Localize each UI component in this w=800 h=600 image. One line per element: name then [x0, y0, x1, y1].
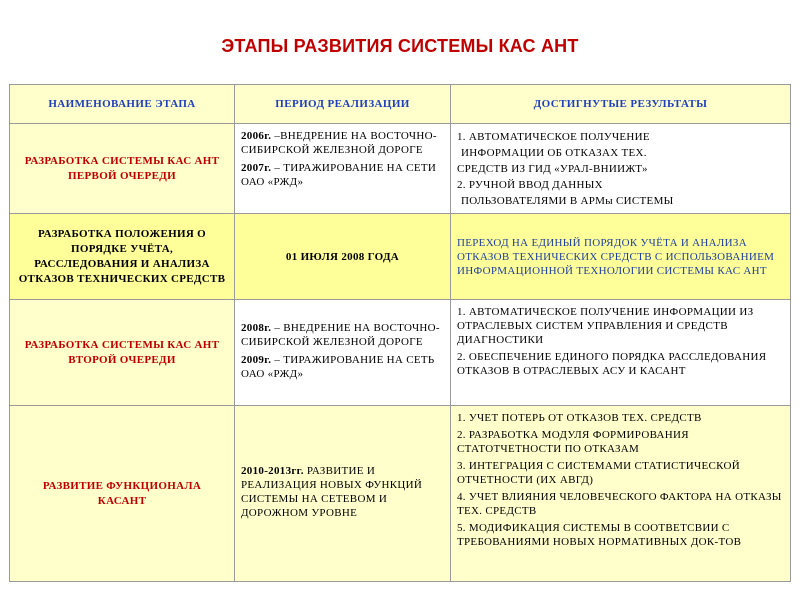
table-row: [10, 214, 791, 300]
header-period: ПЕРИОД РЕАЛИЗАЦИИ: [235, 85, 451, 124]
stage-name: РАЗРАБОТКА СИСТЕМЫ КАС АНТ ВТОРОЙ ОЧЕРЕДИ: [10, 300, 235, 406]
result-line: СРЕДСТВ ИЗ ГИД «УРАЛ-ВНИИЖТ»: [457, 163, 648, 175]
table-row: [10, 124, 791, 214]
period-text: – ТИРАЖИРОВАНИЕ НА СЕТИ ОАО «РЖД»: [241, 162, 437, 188]
period-year: 2009г.: [241, 354, 272, 366]
result-line: 2. ОБЕСПЕЧЕНИЕ ЕДИНОГО ПОРЯДКА РАССЛЕДОВАНИЯ ОТКАЗОВ В ОТРАСЛЕВЫХ АСУ И КАСАНТ: [457, 351, 767, 377]
period-text: –ВНЕДРЕНИЕ НА ВОСТОЧНО-СИБИРСКОЙ ЖЕЛЕЗНОЙ ДОРОГЕ: [241, 130, 437, 156]
stages-table: [9, 84, 791, 582]
period-text: РАЗВИТИЕ И РЕАЛИЗАЦИЯ НОВЫХ ФУНКЦИЙ СИСТЕМЫ НА СЕТЕВОМ И ДОРОЖНОМ УРОВНЕ: [241, 465, 423, 519]
result-line: ПОЛЬЗОВАТЕЛЯМИ В АРМы СИСТЕМЫ: [461, 195, 674, 207]
stage-period: [235, 300, 451, 406]
table-row: [10, 406, 791, 582]
period-entry: [241, 161, 444, 189]
table-header-row: [10, 85, 791, 124]
stage-period: [235, 406, 451, 582]
result-line: 4. УЧЕТ ВЛИЯНИЯ ЧЕЛОВЕЧЕСКОГО ФАКТОРА НА ОТКАЗЫ ТЕХ. СРЕДСТВ: [457, 491, 782, 517]
period-year: 2006г.: [241, 130, 272, 142]
period-entry: [241, 464, 444, 520]
period-entry: [241, 321, 444, 349]
stage-period: 01 ИЮЛЯ 2008 ГОДА: [235, 214, 451, 300]
stage-name: РАЗРАБОТКА ПОЛОЖЕНИЯ О ПОРЯДКЕ УЧЁТА, РАССЛЕДОВАНИЯ И АНАЛИЗА ОТКАЗОВ ТЕХНИЧЕСКИХ СРЕДСТВ: [10, 214, 235, 300]
period-entry: [241, 129, 444, 157]
period-entry: [241, 353, 444, 381]
stage-name: РАЗВИТИЕ ФУНКЦИОНАЛА КАСАНТ: [10, 406, 235, 582]
period-year: 2010-2013гг.: [241, 465, 304, 477]
period-year: 2007г.: [241, 162, 272, 174]
period-text: – ВНЕДРЕНИЕ НА ВОСТОЧНО-СИБИРСКОЙ ЖЕЛЕЗНОЙ ДОРОГЕ: [241, 322, 440, 348]
table-row: [10, 300, 791, 406]
result-line: 2. РАЗРАБОТКА МОДУЛЯ ФОРМИРОВАНИЯ СТАТОТЧЕТНОСТИ ПО ОТКАЗАМ: [457, 429, 689, 455]
stage-results: [451, 406, 791, 582]
result-line: 1. УЧЕТ ПОТЕРЬ ОТ ОТКАЗОВ ТЕХ. СРЕДСТВ: [457, 412, 702, 424]
header-stage-name: НАИМЕНОВАНИЕ ЭТАПА: [10, 85, 235, 124]
result-line: 3. ИНТЕГРАЦИЯ С СИСТЕМАМИ СТАТИСТИЧЕСКОЙ ОТЧЕТНОСТИ (ИХ АВГД): [457, 460, 740, 486]
period-year: 2008г.: [241, 322, 272, 334]
result-line: 1. АВТОМАТИЧЕСКОЕ ПОЛУЧЕНИЕ: [457, 131, 650, 143]
stage-results: [451, 124, 791, 214]
result-line: ИНФОРМАЦИИ ОБ ОТКАЗАХ ТЕХ.: [461, 147, 647, 159]
period-text: – ТИРАЖИРОВАНИЕ НА СЕТЬ ОАО «РЖД»: [241, 354, 435, 380]
stage-results: [451, 300, 791, 406]
result-line: 1. АВТОМАТИЧЕСКОЕ ПОЛУЧЕНИЕ ИНФОРМАЦИИ ИЗ ОТРАСЛЕВЫХ СИСТЕМ УПРАВЛЕНИЯ И СРЕДСТВ ДИАГНОСТИКИ: [457, 306, 754, 346]
stage-name: РАЗРАБОТКА СИСТЕМЫ КАС АНТ ПЕРВОЙ ОЧЕРЕДИ: [10, 124, 235, 214]
result-line: 2. РУЧНОЙ ВВОД ДАННЫХ: [457, 179, 603, 191]
stage-period: [235, 124, 451, 214]
result-line: 5. МОДИФИКАЦИЯ СИСТЕМЫ В СООТВЕТСВИИ С ТРЕБОВАНИЯМИ НОВЫХ НОРМАТИВНЫХ ДОК-ТОВ: [457, 522, 742, 548]
stage-results: ПЕРЕХОД НА ЕДИНЫЙ ПОРЯДОК УЧЁТА И АНАЛИЗА ОТКАЗОВ ТЕХНИЧЕСКИХ СРЕДСТВ С ИСПОЛЬЗОВАНИЕМ ИНФОРМАЦИОННОЙ ТЕХНОЛОГИИ СИСТЕМЫ КАС АНТ: [451, 214, 791, 300]
page-title: ЭТАПЫ РАЗВИТИЯ СИСТЕМЫ КАС АНТ: [221, 36, 579, 56]
header-results: ДОСТИГНУТЫЕ РЕЗУЛЬТАТЫ: [451, 85, 791, 124]
